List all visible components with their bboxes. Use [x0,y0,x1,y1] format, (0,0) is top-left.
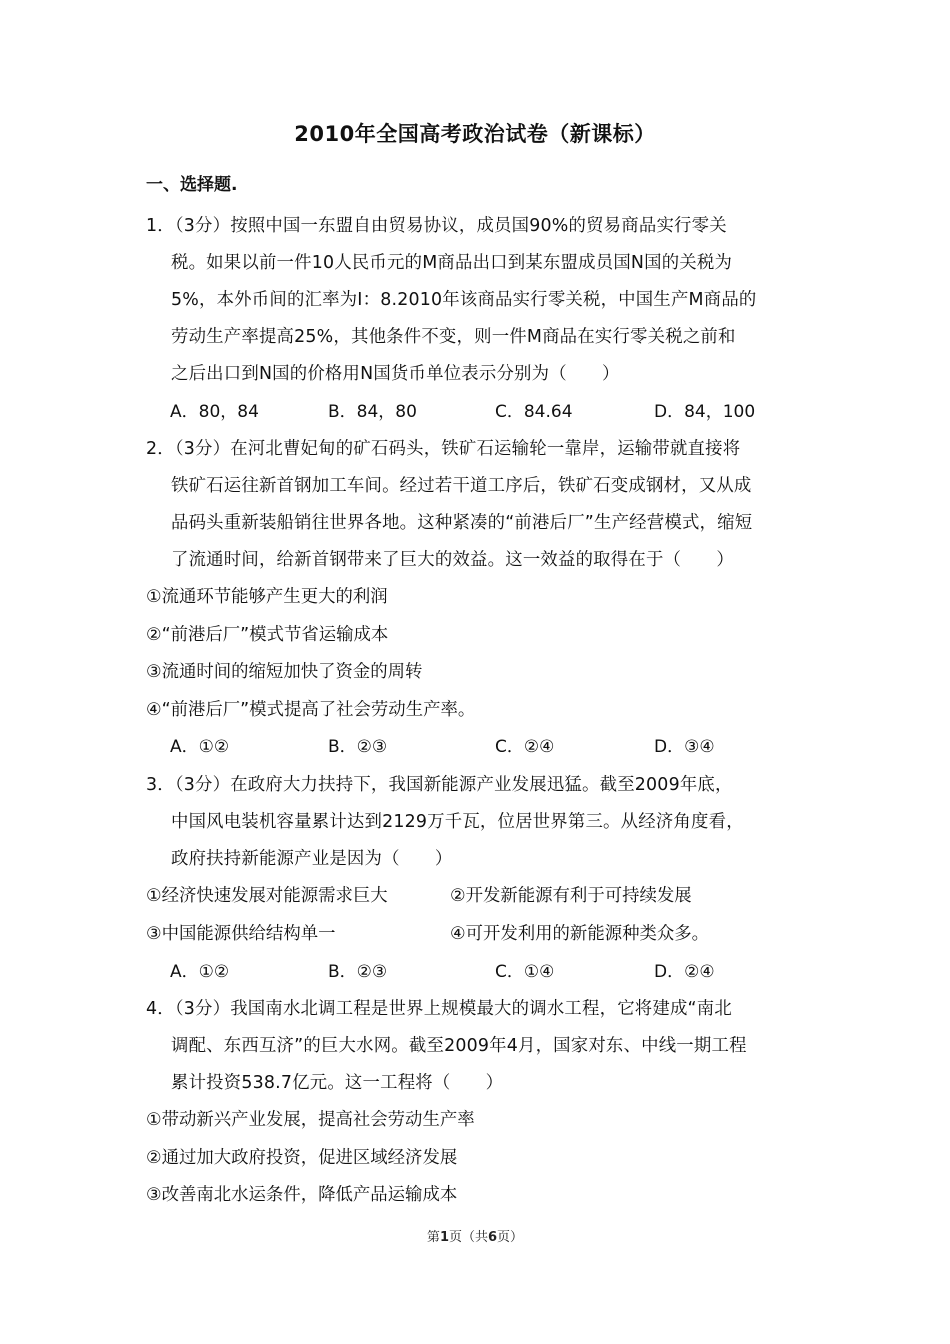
q2-statement-3: ③流通时间的缩短加快了资金的周转 [146,662,423,682]
q3-option-c: C．①④ [495,962,555,982]
q1-line-1: 1．（3分）按照中国一东盟自由贸易协议，成员国90%的贸易商品实行零关 [146,216,727,236]
q2-statement-4: ④“前港后厂”模式提高了社会劳动生产率。 [146,700,476,720]
q1-option-a: A．80，84 [170,402,259,422]
q3-line-2: 中国风电装机容量累计达到2129万千瓦，位居世界第三。从经济角度看， [171,812,744,832]
q2-line-1: 2．（3分）在河北曹妃甸的矿石码头，铁矿石运输轮一靠岸，运输带就直接将 [146,439,741,459]
q3-statement-1: ①经济快速发展对能源需求巨大 [146,886,388,906]
q1-option-d: D．84，100 [654,402,756,422]
q2-line-3: 品码头重新装船销往世界各地。这种紧凑的“前港后厂”生产经营模式，缩短 [171,513,753,533]
q4-line-3: 累计投资538.7亿元。这一工程将（ ） [171,1073,504,1093]
q4-line-2: 调配、东西互济”的巨大水网。截至2009年4月，国家对东、中线一期工程 [171,1036,747,1056]
q3-statement-4: ④可开发利用的新能源种类众多。 [450,924,710,944]
q2-statement-1: ①流通环节能够产生更大的利润 [146,587,388,607]
q2-option-b: B．②③ [328,737,388,757]
q2-option-c: C．②④ [495,737,555,757]
footer-page-number: 1 [439,1230,449,1245]
q3-statement-3: ③中国能源供给结构单一 [146,924,336,944]
q2-statement-2: ②“前港后厂”模式节省运输成本 [146,625,389,645]
q2-option-d: D．③④ [654,737,715,757]
q2-option-a: A．①② [170,737,230,757]
q4-statement-3: ③改善南北水运条件，降低产品运输成本 [146,1185,458,1205]
footer-prefix: 第 [426,1230,440,1245]
q2-line-2: 铁矿石运往新首钢加工车间。经过若干道工序后，铁矿石变成钢材，又从成 [171,476,752,496]
section-heading: 一、选择题. [146,175,238,195]
q1-line-5: 之后出口到N国的价格用N国货币单位表示分别为（ ） [171,364,620,384]
q1-line-3: 5%，本外币间的汇率为I：8.2010年该商品实行零关税，中国生产M商品的 [171,290,757,310]
q3-line-3: 政府扶持新能源产业是因为（ ） [171,849,453,869]
page-footer [0,1226,950,1245]
q2-line-4: 了流通时间，给新首钢带来了巨大的效益。这一效益的取得在于（ ） [171,550,734,570]
footer-suffix: 页） [497,1230,524,1245]
q3-line-1: 3．（3分）在政府大力扶持下，我国新能源产业发展迅猛。截至2009年底， [146,775,733,795]
q4-line-1: 4．（3分）我国南水北调工程是世界上规模最大的调水工程，它将建成“南北 [146,999,732,1019]
q3-option-b: B．②③ [328,962,388,982]
q1-option-b: B．84，80 [328,402,417,422]
q1-line-4: 劳动生产率提高25%，其他条件不变，则一件M商品在实行零关税之前和 [171,327,736,347]
q3-option-d: D．②④ [654,962,715,982]
q4-statement-2: ②通过加大政府投资，促进区域经济发展 [146,1148,458,1168]
q1-line-2: 税。如果以前一件10人民币元的M商品出口到某东盟成员国N国的关税为 [171,253,733,273]
page-title: 2010年全国高考政治试卷（新课标） [294,122,656,146]
q3-statement-2: ②开发新能源有利于可持续发展 [450,886,692,906]
q1-option-c: C．84.64 [495,402,573,422]
q3-option-a: A．①② [170,962,230,982]
footer-mid: 页（共 [448,1230,488,1245]
q4-statement-1: ①带动新兴产业发展，提高社会劳动生产率 [146,1110,475,1130]
footer-total-pages: 6 [488,1230,498,1245]
